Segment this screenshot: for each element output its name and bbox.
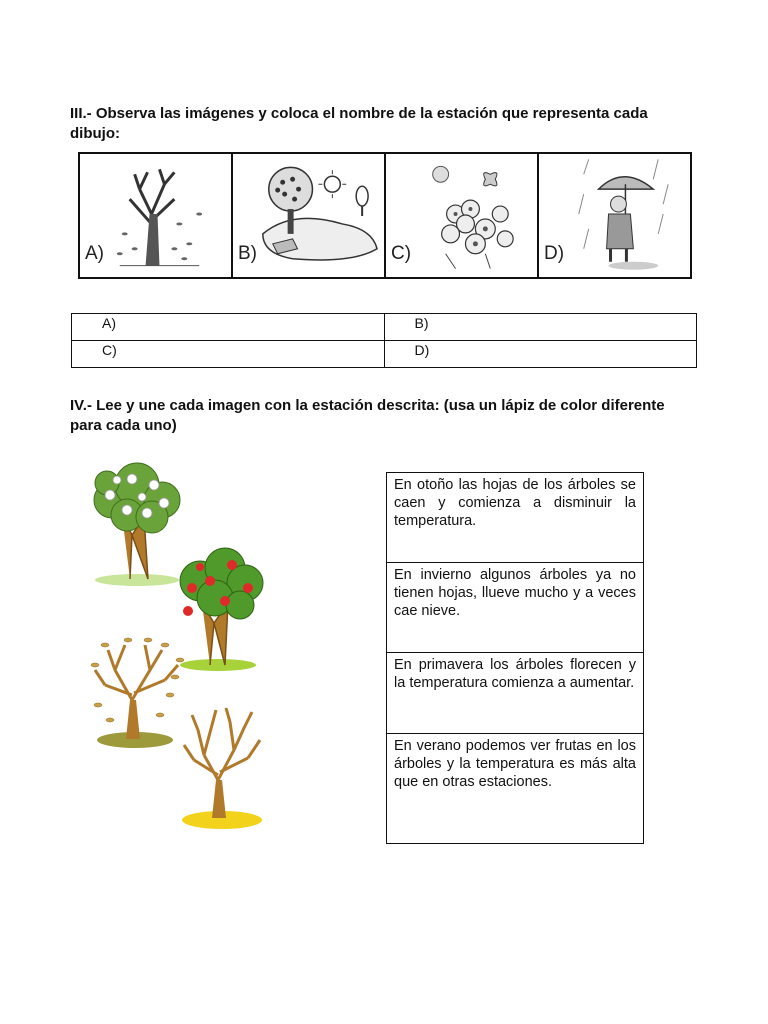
panel-d-letter: D) [544, 243, 565, 264]
panel-a [80, 154, 233, 277]
section-iv-title: IV.- Lee y une cada imagen con la estación descrita: (usa un lápiz de color diferente para cada uno) [70, 397, 665, 434]
bare-winter-tree-icon [176, 700, 268, 830]
panel-c [386, 154, 539, 277]
tree-images [80, 455, 280, 835]
answer-cell-a[interactable]: A) [72, 314, 385, 341]
description-autumn: En otoño las hojas de los árboles se caen y comienza a disminuir la temperatura. [387, 473, 643, 563]
answer-table [71, 313, 697, 368]
panel-a-letter: A) [85, 243, 104, 264]
autumn-tree-icon [90, 615, 190, 750]
answer-cell-d[interactable]: D) [384, 341, 697, 368]
answer-cell-b[interactable]: B) [384, 314, 697, 341]
description-spring: En primavera los árboles florecen y la temperatura comienza a aumentar. [387, 653, 643, 734]
season-descriptions [386, 472, 644, 844]
panel-b [233, 154, 386, 277]
table-row [72, 341, 697, 368]
section-iii-title: III.- Observa las imágenes y coloca el nombre de la estación que representa cada dibujo: [70, 105, 648, 142]
description-summer: En verano podemos ver frutas en los árboles y la temperatura es más alta que en otras estaciones. [394, 738, 636, 790]
answer-cell-c[interactable]: C) [72, 341, 385, 368]
description-winter: En invierno algunos árboles ya no tienen hojas, llueve mucho y a veces cae nieve. [387, 563, 643, 653]
panel-c-letter: C) [391, 243, 412, 264]
season-image-strip [78, 152, 692, 279]
panel-b-letter: B) [238, 243, 257, 264]
table-row [72, 314, 697, 341]
panel-d [539, 154, 690, 277]
